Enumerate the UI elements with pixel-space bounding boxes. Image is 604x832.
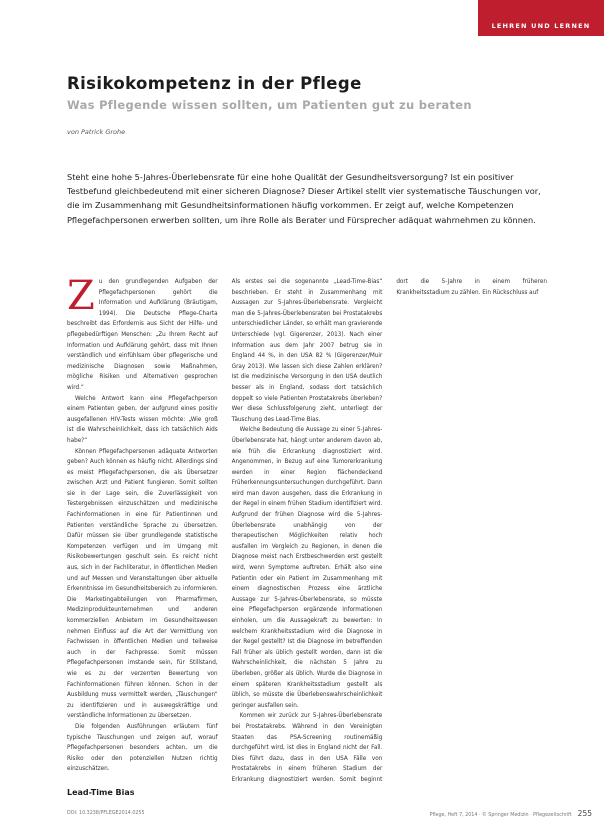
body-paragraph: Welche Bedeutung die Aussage zu einer 5-Jahres-Überlebensrate hat, hängt unter anderem davon ab, wie früh die Erkrankung diagnostiziert wird. Angenommen, in Bezug auf eine Tumorerkrankung werden in einer Region flächendeckend Früherkennungsuntersuchungen durchgeführt. Dann wird man davon ausgehen, dass die Erkrankung in der Regel in einem frühen Stadium identifiziert wird. Aufgrund der frühen Diagnose wird die 5-Jahres-Überlebensrate unabhängig von der therapeutischen Möglichkeiten relativ hoch ausfallen im Vergleich zu Regionen, in denen die Diagnose meist nach Erstbeschwerden erst gestellt wird, wenn Symptome auftreten. Erhält also eine Patientin oder ein Patient im Zusammenhang mit einem diagnostischen Prozess eine ärztliche Aussage zur 5-Jahres-Überlebensrate, so müsste eine Pflegefachperson ergänzende Informationen einholen, um die Aussagekraft zu bewerten: In welchem Krankheitsstadium wird die Diagnose in der Regel gestellt? Ist die Diagnose im betreffenden Fall früher als üblich gestellt worden, dann ist die Wahrscheinlichkeit, die nächsten 5 Jahre zu überleben, größer als üblich. Wurde die Diagnose in einem späteren Krankheitsstadium gestellt als üblich, so müsste die Überlebenswahrscheinlichkeit geringer ausfallen sein. bbox=[231, 427, 383, 709]
footer-doi: DOI: 10.3238/PFLEGE2014.0255 bbox=[67, 811, 145, 816]
body-paragraph: Kommen wir zurück zur 5-Jahres-Überlebensrate bei Prostatakrebs. Während in den Vereinigten Staaten das PSA-Screening routinemäßig durchgeführt wird, ist dies in England nicht der Fall. Dies führt dazu, dass in den USA Fälle von Prostatakrebs in einem früheren Stadium der Erkrankung diagnostiziert werden. Somit beginnt dort die 5-Jahre in einem früheren Krankheitsstadium zu zählen. Ein Rückschluss auf bbox=[231, 279, 547, 783]
drop-cap: Z bbox=[67, 277, 95, 319]
footer-journal bbox=[430, 809, 592, 818]
article-subtitle: Was Pflegende wissen sollten, um Patienten gut zu beraten bbox=[67, 98, 472, 112]
article-body bbox=[67, 277, 547, 805]
body-paragraph: Als erstes sei die sogenannte „Lead-Time-Bias“ beschrieben. Er steht in Zusammenhang mit Aussagen zur 5-Jahres-Überlebensrate. Vergleicht man die 5-Jahres-Überlebensraten bei Prostatakrebs unterschiedlicher Länder, so erhält man gravierende Unterschiede (vgl. Gigerenzer, 2013). Nach einer Information aus dem Jahr 2007 betrug sie in England 44 %, in den USA 82 % (Gigerenzer/Muir Gray 2013). Wie lassen sich diese Zahlen erklären? Ist die medizinische Versorgung in den USA deutlich besser als in England, sodass dort tatsächlich doppelt so viele Patienten Prostatakrebs überleben? Wer diese Schlussfolgerung zieht, unterliegt der Täuschung des Lead-Time Bias. bbox=[231, 279, 383, 423]
body-paragraph bbox=[67, 277, 218, 394]
body-paragraph: Die folgenden Ausführungen erläutern fünf typische Täuschungen und zeigen auf, worauf Pflegefachpersonen besonders achten, um die Risiko oder den potenziellen Nutzen richtig einzuschätzen. bbox=[67, 723, 218, 773]
footer-journal-text: Pflege, Heft 7, 2014 · © Springer Medizin · Pflegezeitschrift bbox=[429, 813, 572, 818]
page-number: 255 bbox=[577, 809, 592, 818]
body-paragraph: Können Pflegefachpersonen adäquate Antworten geben? Auch können es häufig nicht. Allerdings sind es meist Pflegefachpersonen, die als Übersetzer zwischen Arzt und Patient fungieren. Somit sollten sie in der Lage sein, die Zuverlässigkeit von Testergebnissen einzuschätzen und medizinische Fachinformationen in eine für Patientinnen und Patienten verständliche Sprache zu übersetzen. Dafür müssen sie über grundlegende statistische Kompetenzen verfügen und im Umgang mit Risikobewertungen geschult sein. Es reicht nicht aus, sich in der Fachliteratur, in öffentlichen Medien und auf Messen und Veranstaltungen über aktuelle Erkenntnisse im Gesundheitsbereich zu informieren. Die Marketingabteilungen von Pharmafirmen, Medizinprodukteunternehmen und anderen kommerziellen Anbietern im Gesundheitswesen nehmen Einfluss auf die Art der Vermittlung von Fachwissen in öffentlichen Medien und teilweise auch in der Fachpresse. Somit müssen Pflegefachpersonen imstande sein, für Stillstand, wie es zu der verzerrten Bewertung von Fachinformationen führen können. Schon in der Ausbildung muss vermittelt werden, „Täuschungen“ zu identifizieren und in auswegskräftige und verständliche Informationen zu übersetzen. bbox=[67, 448, 218, 720]
body-paragraph: Welche Antwort kann eine Pflegefachperson einem Patienten geben, der aufgrund eines positiv ausgefallenen HIV-Tests wissen möchte: „Wie groß ist die Wahrscheinlichkeit, dass ich tatsächlich Aids habe?“ bbox=[67, 395, 218, 444]
article-author: von Patrick Grohe bbox=[67, 128, 126, 136]
lead-paragraph: Steht eine hohe 5-Jahres-Überlebensrate für eine hohe Qualität der Gesundheitsversorgung? Ist ein positiver Testbefund gleichbedeutend mit einer sicheren Diagnose? Dieser Artikel stellt vier systematische Täuschungen vor, die im Zusammenhang mit Gesundheitsinformationen häufig vorkommen. Er zeigt auf, welche Kompetenzen Pflegefachpersonen erwerben sollten, um ihre Rolle als Berater und Fürsprecher adäquat wahrnehmen zu können. bbox=[67, 172, 541, 225]
paragraph-text: u den grundlegenden Aufgaben der Pflegefachpersonen gehört die Information und Aufklärung (Bräutigam, 1994). Die Deutsche Pflege-Charta beschreibt das Erfordernis aus Sicht der Hilfe- und pflegebedürftigen Menschen: „Zu Ihrem Recht auf Information und Aufklärung gehört, dass mit Ihnen verständlich und einfühlsam über pflegerische und medizinische Diagnosen sowie Maßnahmen, mögliche Risiken und Alternativen gesprochen wird.“ bbox=[67, 279, 218, 391]
section-heading: Lead-Time Bias bbox=[67, 787, 135, 797]
article-title: Risikokompetenz in der Pflege bbox=[67, 74, 362, 93]
section-label: LEHREN UND LERNEN bbox=[478, 0, 604, 36]
